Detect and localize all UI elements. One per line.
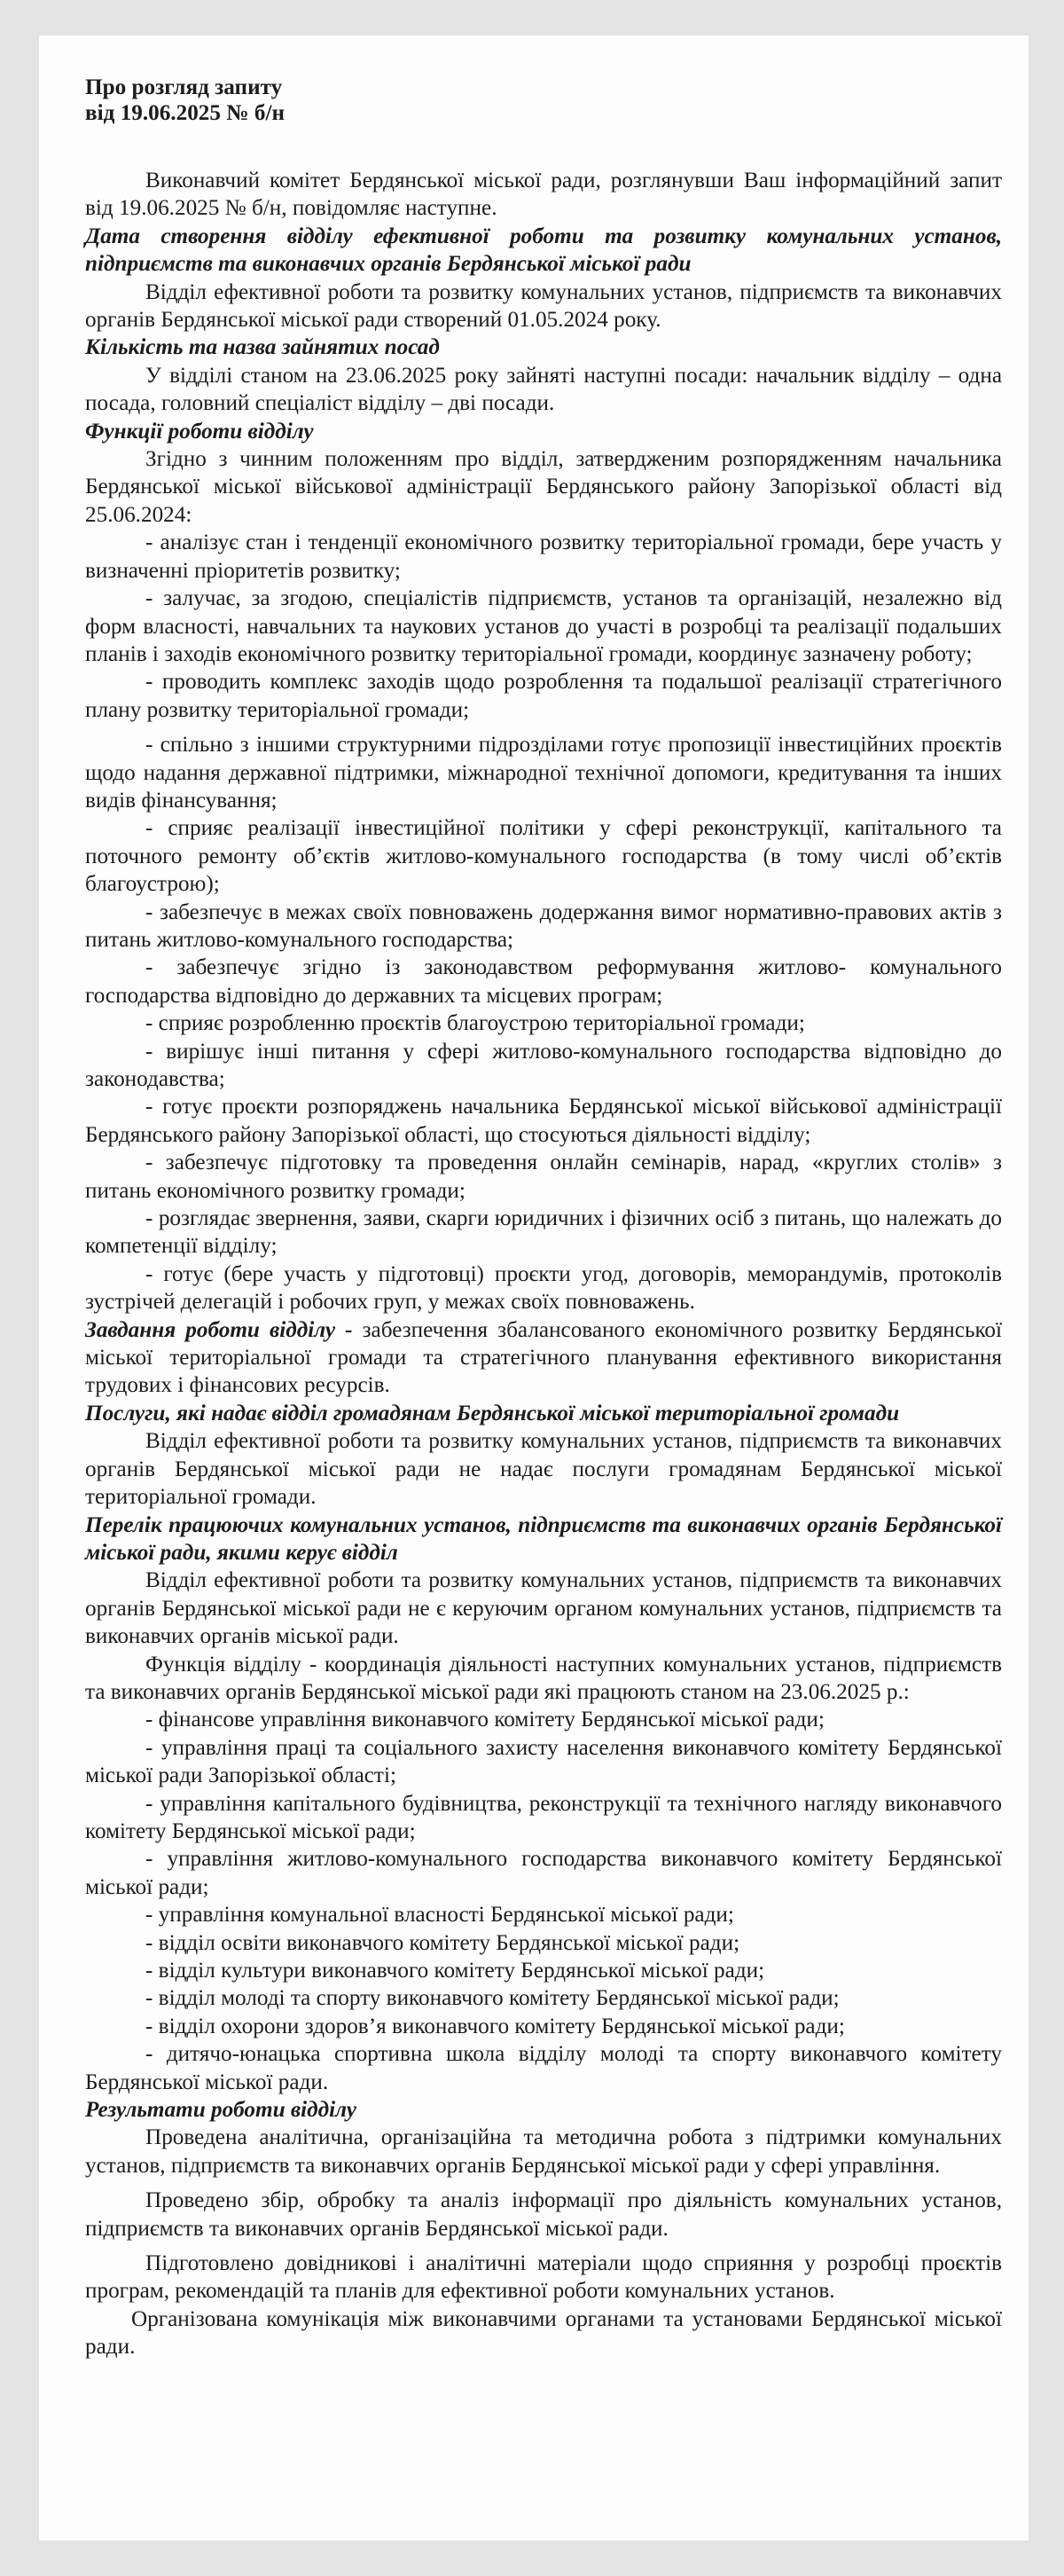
function-item: - проводить комплекс заходів щодо розроблення та подальшої реалізації стратегічного плану розвитку територіальної громади; bbox=[85, 670, 1002, 722]
letter-subject bbox=[85, 75, 1002, 126]
services-text: Відділ ефективної роботи та розвитку комунальних установ, підприємств та виконавчих органів Бердянської міської ради не надає послуги громадянам Бердянської міської територіальної громади. bbox=[85, 1429, 1002, 1510]
subject-line-2: від 19.06.2025 № б/н bbox=[85, 101, 285, 125]
results-paragraph: Проведена аналітична, організаційна та методична робота з підтримки комунальних установ, підприємств та виконавчих органів Бердянської міської ради у сфері управління. bbox=[85, 2125, 1002, 2178]
function-item: - вирішує інші питання у сфері житлово-комунального господарства відповідно до законодавства; bbox=[85, 1039, 1002, 1091]
function-item: - готує (бере участь у підготовці) проєкти угод, договорів, меморандумів, протоколів зустрічей делегацій і робочих груп, у межах своїх повноважень. bbox=[85, 1261, 1002, 1315]
section-title-positions: Кількість та назва зайнятих посад bbox=[85, 335, 440, 360]
function-item: - готує проєкти розпоряджень начальника Бердянської міської військової адміністрації Бердянського району Запорізької області, що стосуються діяльності відділу; bbox=[85, 1095, 1002, 1147]
subject-line-1: Про розгляд запиту bbox=[85, 75, 283, 99]
results-paragraph: Організована комунікація між виконавчими органами та установами Бердянської міської ради. bbox=[85, 2306, 1002, 2360]
section-title-managed: Перелік працюючих комунальних установ, підприємств та виконавчих органів Бердянської міської ради, якими керує відділ bbox=[85, 1512, 1002, 1565]
managed-item: - відділ молоді та спорту виконавчого комітету Бердянської міської ради; bbox=[145, 1986, 840, 2011]
functions-text: Згідно з чинним положенням про відділ, затвердженим розпорядженням начальника Бердянської міської військової адміністрації Бердянського району Запорізької області від 25.06.2024: bbox=[85, 447, 1002, 527]
function-item: - залучає, за згодою, спеціалістів підприємств, установ та організацій, незалежно від форм власності, навчальних та наукових установ до участі в розробці та реалізації подальших планів і заходів економічного розвитку територіальної громади, координує зазначену роботу; bbox=[85, 586, 1002, 666]
managed-text-1: Відділ ефективної роботи та розвитку комунальних установ, підприємств та виконавчих органів Бердянської міської ради не є керуючим органом комунальних установ, підприємств та виконавчих органів міської ради. bbox=[85, 1568, 1002, 1649]
function-item: - аналізує стан і тенденції економічного розвитку територіальної громади, бере участь у визначенні пріоритетів розвитку; bbox=[85, 530, 1002, 583]
tasks-text: забезпечення збалансованого економічного розвитку Бердянської міської територіальної громади та стратегічного планування ефективного використання трудових і фінансових ресурсів. bbox=[85, 1317, 1002, 1398]
managed-item: - управління житлово-комунального господарства виконавчого комітету Бердянської міської ради; bbox=[85, 1847, 1002, 1899]
function-item: - сприяє розробленню проєктів благоустрою територіальної громади; bbox=[145, 1011, 805, 1036]
section-title-tasks: Завдання роботи відділу - bbox=[85, 1317, 353, 1342]
managed-item: - дитячо-юнацька спортивна школа відділу молоді та спорту виконавчого комітету Бердянської міської ради. bbox=[85, 2042, 1002, 2094]
document-sheet bbox=[39, 35, 1029, 2541]
function-item: - забезпечує в межах своїх повноважень додержання вимог нормативно-правових актів з питань житлово-комунального господарства; bbox=[85, 899, 1002, 952]
results-paragraph: Проведено збір, обробку та аналіз інформації про діяльність комунальних установ, підприємств та виконавчих органів Бердянської міської ради. bbox=[85, 2188, 1002, 2241]
function-item: - забезпечує згідно із законодавством реформування житлово- комунального господарства відповідно до державних та місцевих програм; bbox=[85, 955, 1002, 1008]
managed-item: - відділ охорони здоров’я виконавчого комітету Бердянської міської ради; bbox=[145, 2014, 845, 2038]
managed-item: - відділ культури виконавчого комітету Бердянської міської ради; bbox=[145, 1959, 765, 1983]
managed-list bbox=[85, 1706, 1002, 2096]
function-item: - розглядає звернення, заяви, скарги юридичних і фізичних осіб з питань, що належать до компетенції відділу; bbox=[85, 1206, 1002, 1259]
function-item: - сприяє реалізації інвестиційної політики у сфері реконструкції, капітального та поточного ремонту об’єктів житлово-комунального господарства (в тому числі об’єктів благоустрою); bbox=[85, 816, 1002, 897]
letter-body bbox=[85, 75, 1002, 2361]
section-title-creation-date: Дата створення відділу ефективної роботи та розвитку комунальних установ, підприємств та виконавчих органів Бердянської міської ради bbox=[85, 224, 1002, 277]
managed-item: - відділ освіти виконавчого комітету Бердянської міської ради; bbox=[145, 1930, 740, 1955]
creation-date-text: Відділ ефективної роботи та розвитку комунальних установ, підприємств та виконавчих органів Бердянської міської ради створений 01.05.2024 року. bbox=[85, 279, 1002, 333]
functions-list bbox=[85, 529, 1002, 1315]
results-paragraph: Підготовлено довідникові і аналітичні матеріали щодо сприяння у розробці проєктів програм, рекомендацій та планів для ефективної роботи комунальних установ. bbox=[85, 2251, 1002, 2304]
function-item: - забезпечує підготовку та проведення онлайн семінарів, нарад, «круглих столів» з питань економічного розвитку громади; bbox=[85, 1151, 1002, 1203]
section-title-services: Послуги, які надає відділ громадянам Бердянської міської територіальної громади bbox=[85, 1401, 900, 1425]
managed-item: - управління праці та соціального захисту населення виконавчого комітету Бердянської міської ради Запорізької області; bbox=[85, 1735, 1002, 1788]
managed-item: - управління комунальної власності Бердянської міської ради; bbox=[145, 1903, 734, 1928]
function-item: - спільно з іншими структурними підрозділами готує пропозиції інвестиційних проєктів щодо надання державної підтримки, міжнародної технічної допомоги, кредитування та інших видів фінансування; bbox=[85, 733, 1002, 813]
intro-paragraph: Виконавчий комітет Бердянської міської ради, розглянувши Ваш інформаційний запит від 19.06.2025 № б/н, повідомляє наступне. bbox=[85, 169, 1002, 221]
managed-item: - фінансове управління виконавчого комітету Бердянської міської ради; bbox=[145, 1708, 825, 1732]
section-title-results: Результати роботи відділу bbox=[85, 2098, 356, 2123]
section-title-functions: Функції роботи відділу bbox=[85, 419, 314, 444]
positions-text: У відділі станом на 23.06.2025 року зайняті наступні посади: начальник відділу – одна посада, головний спеціаліст відділу – дві посади. bbox=[85, 363, 1002, 416]
tasks-paragraph bbox=[85, 1316, 1002, 1400]
managed-item: - управління капітального будівництва, реконструкції та технічного нагляду виконавчого комітету Бердянської міської ради; bbox=[85, 1791, 1002, 1843]
managed-text-2: Функція відділу - координація діяльності наступних комунальних установ, підприємств та виконавчих органів Бердянської міської ради які працюють станом на 23.06.2025 р.: bbox=[85, 1652, 1002, 1704]
